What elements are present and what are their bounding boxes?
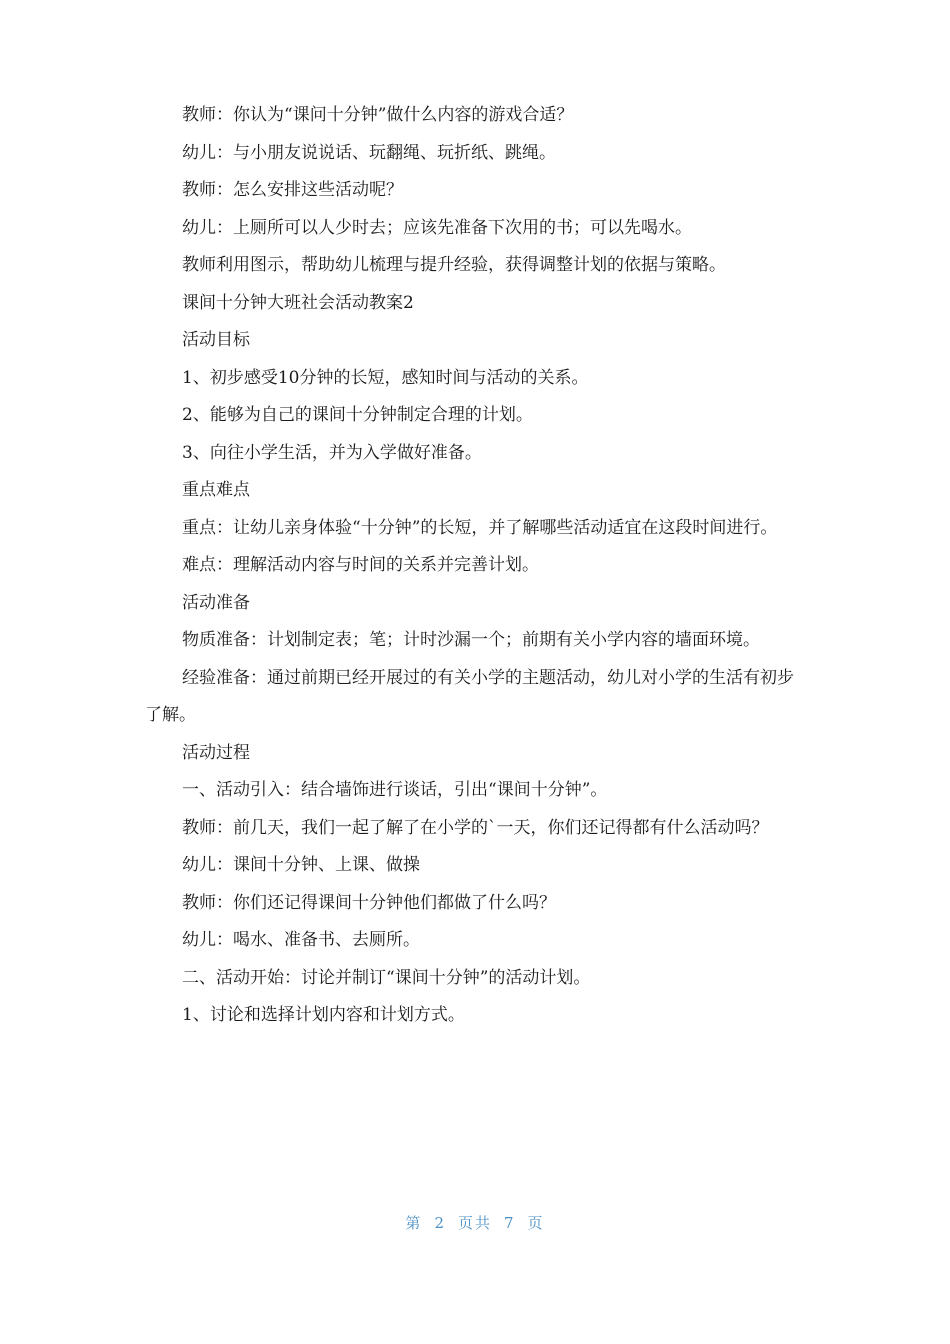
paragraph: 教师：前几天，我们一起了解了在小学的`一天，你们还记得都有什么活动吗？ [182,817,769,838]
paragraph: 教师：你认为“课问十分钟”做什么内容的游戏合适？ [182,105,574,125]
paragraph: 重点：让幼儿亲身体验“十分钟”的长短，并了解哪些活动适宜在这段时间进行。 [182,517,778,538]
list-item: 1、讨论和选择计划内容和计划方式。 [182,1005,465,1025]
paragraph: 一、活动引入：结合墙饰进行谈话，引出“课间十分钟”。 [182,780,608,800]
footer-total-pages: 7 [504,1214,516,1232]
footer-middle: 页共 [457,1214,492,1232]
paragraph: 经验准备：通过前期已经开展过的有关小学的主题活动，幼儿对小学的生活有初步了解。 [145,667,794,725]
section-title: 课间十分钟大班社会活动教案2 [182,292,414,313]
page-footer [0,1212,950,1233]
paragraph: 幼儿：上厕所可以人少时去；应该先准备下次用的书；可以先喝水。 [182,217,692,238]
list-item: 2、能够为自己的课间十分钟制定合理的计划。 [182,405,533,425]
paragraph: 二、活动开始：讨论并制订“课间十分钟”的活动计划。 [182,967,591,988]
list-item: 3、向往小学生活，并为入学做好准备。 [182,442,482,463]
footer-page-number: 2 [434,1214,446,1232]
footer-suffix: 页 [527,1214,545,1232]
section-heading: 活动过程 [182,742,250,763]
paragraph: 教师利用图示，帮助幼儿梳理与提升经验，获得调整计划的依据与策略。 [182,255,726,275]
paragraph: 难点：理解活动内容与时间的关系并完善计划。 [182,555,539,575]
paragraph: 教师：你们还记得课间十分钟他们都做了什么吗？ [182,892,556,913]
document-body [145,97,805,1035]
section-heading: 重点难点 [182,480,250,500]
list-item: 1、初步感受10分钟的长短，感知时间与活动的关系。 [182,367,589,388]
paragraph: 幼儿：与小朋友说说话、玩翻绳、玩折纸、跳绳。 [182,142,556,163]
section-heading: 活动目标 [182,330,250,350]
paragraph: 幼儿：课间十分钟、上课、做操 [182,855,420,875]
section-heading: 活动准备 [182,592,250,613]
paragraph: 物质准备：计划制定表；笔；计时沙漏一个；前期有关小学内容的墙面环境。 [182,630,760,650]
paragraph: 幼儿：喝水、准备书、去厕所。 [182,930,420,950]
footer-prefix: 第 [405,1214,423,1232]
paragraph: 教师：怎么安排这些活动呢？ [182,180,403,200]
